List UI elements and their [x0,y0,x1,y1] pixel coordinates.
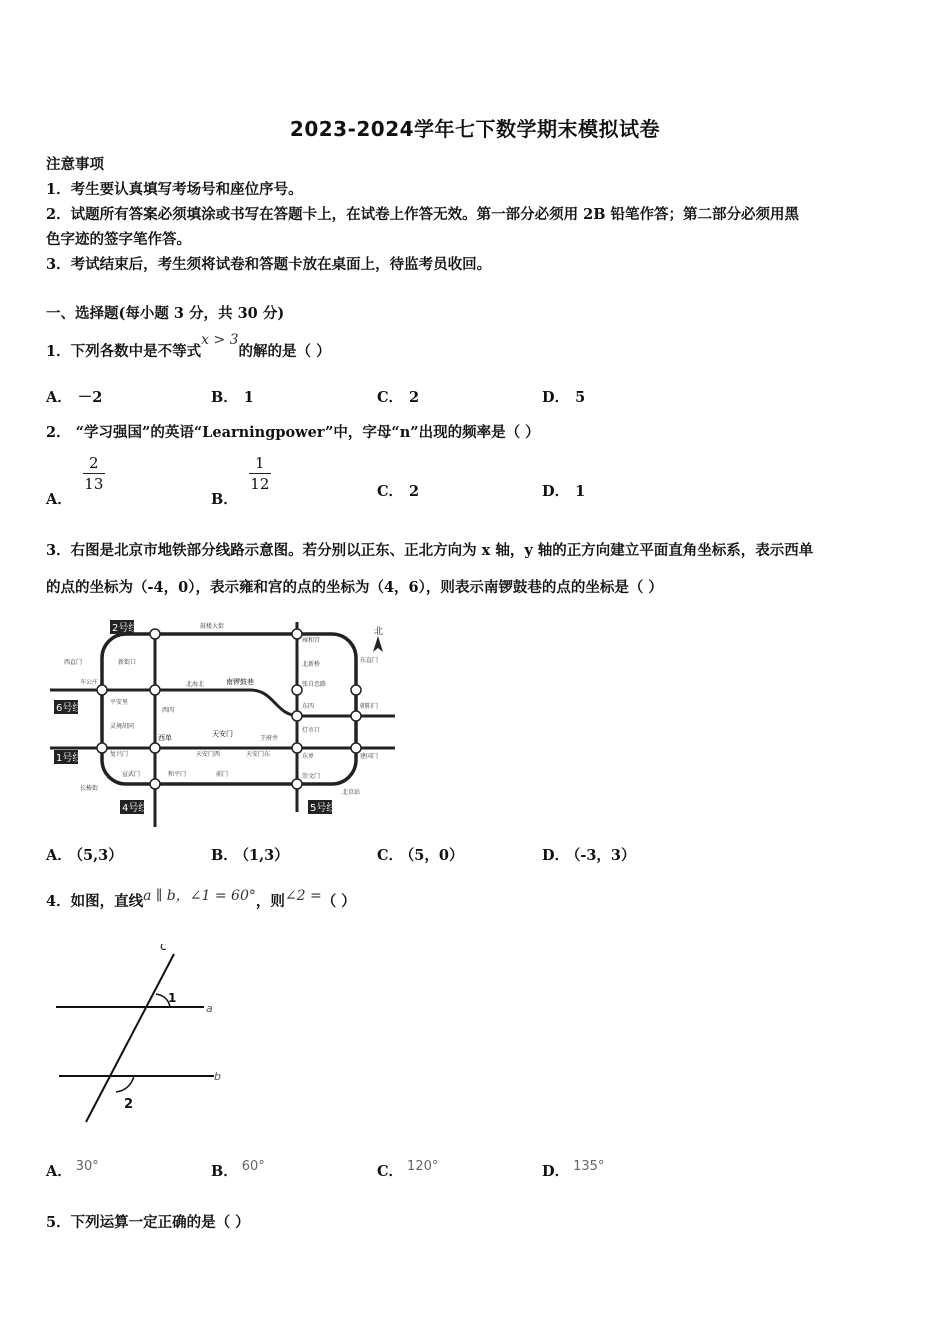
svg-text:西直门: 西直门 [64,659,83,666]
q4-option-d[interactable]: D． 135° [542,1159,605,1180]
svg-text:天安门东: 天安门东 [246,751,271,758]
svg-text:东直门: 东直门 [360,657,379,664]
svg-text:雍和宫: 雍和宫 [302,637,321,644]
question-5: 5．下列运算一定正确的是（ ） [46,1214,250,1231]
station-nanluoguxiang: 南锣鼓巷 [226,678,254,686]
svg-text:灵境胡同: 灵境胡同 [110,723,135,730]
q4-option-c[interactable]: C． 120° [377,1159,439,1180]
q3-option-b[interactable]: B． （1,3） [211,847,289,864]
q1-option-b[interactable]: B． 1 [211,389,254,406]
q4-ask: ∠2 = [284,888,322,904]
notice-item: 3．考试结束后，考生须将试卷和答题卡放在桌面上，待监考员收回。 [46,256,492,273]
svg-text:长椿街: 长椿街 [80,785,99,792]
svg-text:崇文门: 崇文门 [302,773,321,780]
q3-option-c[interactable]: C． （5，0） [377,847,464,864]
north-label: 北 [374,627,384,637]
q4-option-b[interactable]: B． 60° [211,1159,265,1180]
question-1 [46,332,331,361]
notice-item: 1．考生要认真填写考场号和座位序号。 [46,181,303,198]
q3-option-d[interactable]: D． （-3，3） [542,847,636,864]
angle-2-arc [116,1076,134,1092]
question-3-line1: 3．右图是北京市地铁部分线路示意图。若分别以正东、正北方向为 x 轴，y 轴的正方向建立平面直角坐标系，表示西单 [46,542,814,559]
svg-text:平安里: 平安里 [110,699,129,706]
svg-text:北海北: 北海北 [186,681,205,688]
svg-text:和平门: 和平门 [168,771,187,778]
label-angle-2: 2 [124,1097,134,1112]
q4-option-a[interactable]: A． 30° [46,1159,99,1180]
q1-option-c[interactable]: C． 2 [377,389,420,406]
svg-text:建国门: 建国门 [360,753,379,760]
svg-text:天安门西: 天安门西 [196,751,221,758]
question-2: 2． “学习强国”的英语“Learningpower”中，字母“n”出现的频率是（ ） [46,424,540,441]
svg-text:东单: 东单 [302,753,315,760]
svg-text:宣武门: 宣武门 [122,771,141,778]
q2-option-a[interactable]: A． $\frac{2}{13}$ [46,454,104,508]
q4-condition: a ∥ b，∠1 = 60° [143,888,256,904]
q2-option-c[interactable]: C． 2 [377,483,420,500]
page-title: 2023-2024学年七下数学期末模拟试卷 [289,117,661,141]
q1-pre: 1．下列各数中是不等式 [46,343,202,360]
label-c: c [160,944,167,953]
svg-text:王府井: 王府井 [260,735,279,742]
svg-text:鼓楼大街: 鼓楼大街 [200,623,225,630]
svg-text:西四: 西四 [162,707,175,714]
q1-post: 的解的是（ ） [238,343,331,360]
svg-text:北新桥: 北新桥 [302,661,321,668]
q1-option-a[interactable]: A． －2 [46,389,103,406]
label-a: a [206,1002,213,1015]
notice-item: 色字迹的签字笔作答。 [46,231,191,248]
q3-option-a[interactable]: A． （5,3） [46,847,123,864]
subway-map [50,612,395,827]
svg-text:灯市口: 灯市口 [302,727,321,734]
svg-text:车公庄: 车公庄 [80,679,99,686]
svg-text:东四: 东四 [302,703,315,710]
svg-text:北京站: 北京站 [342,789,361,796]
notice-item: 2．试题所有答案必须填涂或书写在答题卡上，在试卷上作答无效。第一部分必须用 2B 铅笔作答；第二部分必须用黑 [46,206,800,223]
q2-option-d[interactable]: D． 1 [542,483,586,500]
label-angle-1: 1 [168,991,177,1005]
notice-heading: 注意事项 [46,156,104,173]
line-1-badge: 1号线 [56,753,83,764]
line-4-badge: 4号线 [122,803,149,814]
q1-inequality: x > 3 [201,332,239,348]
svg-text:朝阳门: 朝阳门 [360,703,379,710]
svg-text:复兴门: 复兴门 [110,751,129,758]
line-6-badge: 6号线 [56,703,83,714]
svg-text:西单: 西单 [158,734,172,742]
q1-option-d[interactable]: D． 5 [542,389,586,406]
line-5-badge: 5号线 [310,803,337,814]
svg-text:前门: 前门 [216,771,229,778]
question-3-line2: 的点的坐标为（-4，0），表示雍和宫的点的坐标为（4，6），则表示南锣鼓巷的点的坐标是（ ） [46,579,663,596]
q2-option-b[interactable]: B． $\frac{1}{12}$ [211,454,270,508]
label-b: b [214,1070,221,1083]
svg-text:天安门: 天安门 [212,730,233,738]
svg-text:张自忠路: 张自忠路 [302,681,327,688]
svg-text:新街口: 新街口 [118,659,137,666]
line-2-badge: 2号线 [112,623,139,634]
section-heading: 一、选择题(每小题 3 分，共 30 分) [46,305,285,322]
question-4: 4．如图，直线a ∥ b，∠1 = 60°，则∠2 =（ ） [46,888,356,910]
parallel-lines-figure [44,944,234,1124]
